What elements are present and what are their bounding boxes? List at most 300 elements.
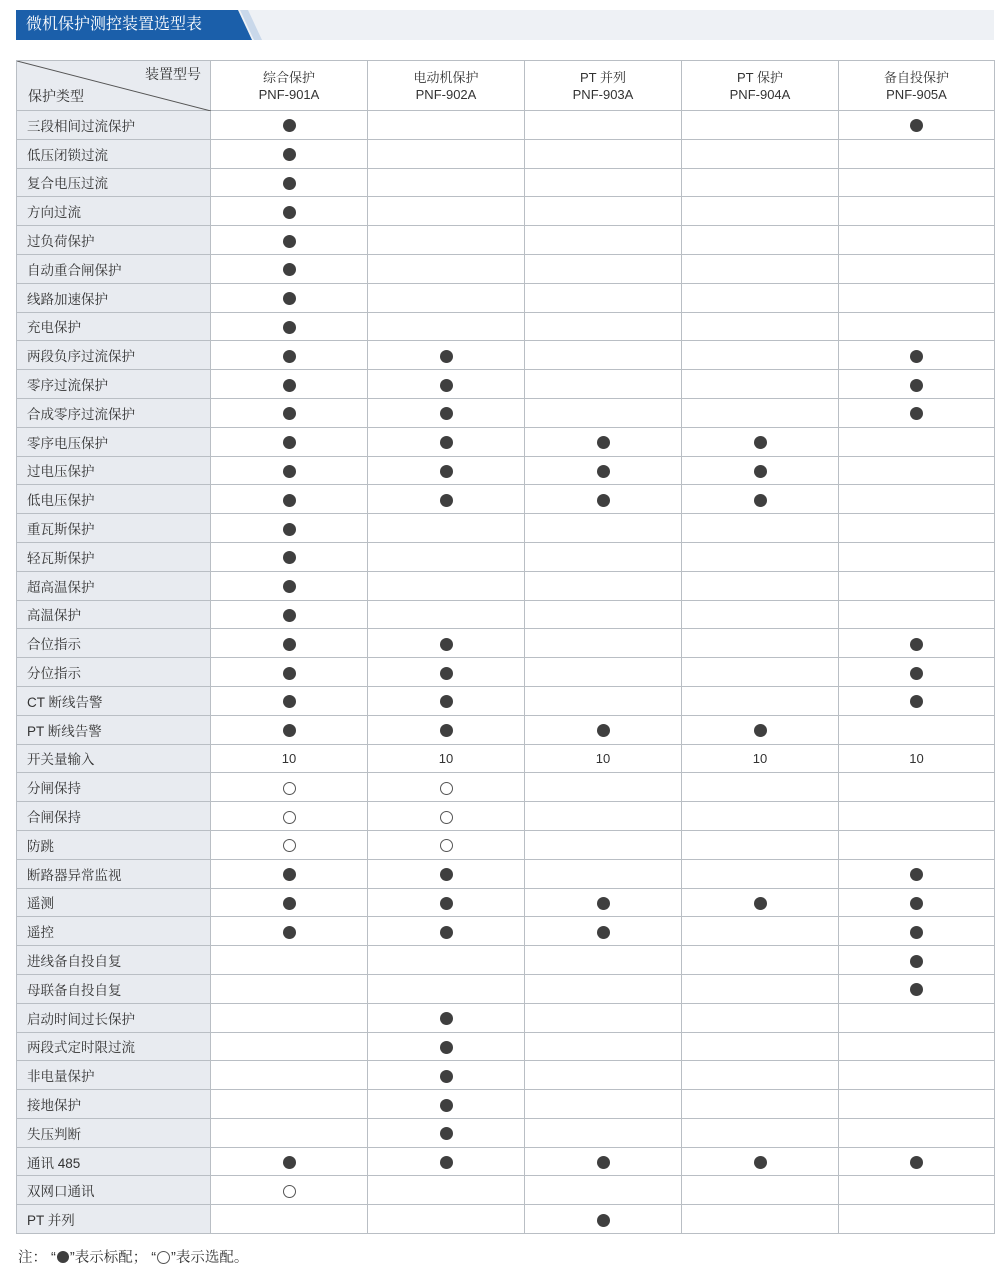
table-cell xyxy=(839,197,995,226)
standard-dot-icon xyxy=(283,292,296,305)
standard-dot-icon xyxy=(440,407,453,420)
standard-dot-icon xyxy=(283,436,296,449)
table-cell xyxy=(839,1032,995,1061)
table-row xyxy=(17,859,995,888)
table-cell xyxy=(211,1090,368,1119)
table-cell xyxy=(682,629,839,658)
table-cell xyxy=(211,1176,368,1205)
row-label: 零序过流保护 xyxy=(17,370,211,399)
table-row xyxy=(17,1003,995,1032)
standard-dot-icon xyxy=(754,724,767,737)
table-cell xyxy=(525,974,682,1003)
table-row xyxy=(17,1061,995,1090)
table-row xyxy=(17,312,995,341)
table-cell xyxy=(368,370,525,399)
table-row xyxy=(17,398,995,427)
row-label: 低电压保护 xyxy=(17,485,211,514)
table-cell xyxy=(368,802,525,831)
table-cell xyxy=(839,974,995,1003)
table-cell xyxy=(211,600,368,629)
standard-dot-icon xyxy=(597,1156,610,1169)
table-row xyxy=(17,139,995,168)
optional-circle-icon xyxy=(440,839,453,852)
row-label: 启动时间过长保护 xyxy=(17,1003,211,1032)
table-cell xyxy=(839,1205,995,1234)
standard-dot-icon xyxy=(440,379,453,392)
row-label: 过电压保护 xyxy=(17,456,211,485)
table-row xyxy=(17,802,995,831)
row-label: 断路器异常监视 xyxy=(17,859,211,888)
standard-dot-icon xyxy=(440,1156,453,1169)
standard-dot-icon xyxy=(440,1099,453,1112)
table-cell xyxy=(839,629,995,658)
row-label: 充电保护 xyxy=(17,312,211,341)
table-row xyxy=(17,168,995,197)
standard-dot-icon xyxy=(440,1041,453,1054)
table-cell xyxy=(368,456,525,485)
table-cell xyxy=(839,283,995,312)
standard-dot-icon xyxy=(283,638,296,651)
table-cell xyxy=(211,1032,368,1061)
table-cell xyxy=(525,197,682,226)
table-cell xyxy=(211,715,368,744)
table-cell xyxy=(525,917,682,946)
table-cell xyxy=(525,168,682,197)
table-cell xyxy=(211,830,368,859)
table-row xyxy=(17,111,995,140)
standard-dot-icon xyxy=(283,350,296,363)
table-cell xyxy=(682,1061,839,1090)
table-cell xyxy=(682,859,839,888)
optional-circle-icon xyxy=(283,782,296,795)
table-row xyxy=(17,600,995,629)
table-cell xyxy=(839,802,995,831)
table-cell xyxy=(211,168,368,197)
table-cell xyxy=(839,111,995,140)
column-name: 电动机保护 xyxy=(413,69,479,85)
table-cell xyxy=(211,398,368,427)
table-row xyxy=(17,917,995,946)
table-cell xyxy=(211,514,368,543)
table-cell xyxy=(839,542,995,571)
standard-dot-icon xyxy=(910,667,923,680)
table-cell xyxy=(682,1003,839,1032)
column-header xyxy=(211,61,368,111)
table-cell xyxy=(682,658,839,687)
table-cell xyxy=(839,485,995,514)
table-cell xyxy=(211,197,368,226)
row-label: 失压判断 xyxy=(17,1118,211,1147)
table-cell xyxy=(682,600,839,629)
row-label: 进线备自投自复 xyxy=(17,946,211,975)
standard-dot-icon xyxy=(283,494,296,507)
table-cell xyxy=(682,168,839,197)
standard-dot-icon xyxy=(283,551,296,564)
table-cell xyxy=(525,802,682,831)
note-optional-text: ”表示选配。 xyxy=(171,1250,249,1266)
row-label: 非电量保护 xyxy=(17,1061,211,1090)
standard-dot-icon xyxy=(440,868,453,881)
table-body xyxy=(17,111,995,1234)
table-cell xyxy=(368,312,525,341)
row-label: 重瓦斯保护 xyxy=(17,514,211,543)
table-cell xyxy=(682,514,839,543)
table-cell xyxy=(525,744,682,773)
table-cell xyxy=(682,917,839,946)
table-cell xyxy=(525,139,682,168)
optional-circle-icon xyxy=(440,782,453,795)
table-cell xyxy=(525,398,682,427)
table-row xyxy=(17,830,995,859)
table-cell xyxy=(682,1032,839,1061)
standard-dot-icon xyxy=(440,724,453,737)
row-label: 高温保护 xyxy=(17,600,211,629)
table-cell xyxy=(211,1061,368,1090)
table-cell xyxy=(839,658,995,687)
column-name: 综合保护 xyxy=(262,69,315,85)
standard-dot-icon xyxy=(283,1156,296,1169)
table-cell xyxy=(211,226,368,255)
table-cell xyxy=(525,312,682,341)
standard-dot-icon xyxy=(754,436,767,449)
standard-dot-icon xyxy=(440,465,453,478)
table-cell xyxy=(525,542,682,571)
row-label: 方向过流 xyxy=(17,197,211,226)
table-cell xyxy=(839,139,995,168)
table-cell xyxy=(368,917,525,946)
table-cell xyxy=(368,283,525,312)
table-cell xyxy=(368,197,525,226)
selection-table xyxy=(16,60,995,1234)
table-row xyxy=(17,773,995,802)
standard-dot-icon xyxy=(283,206,296,219)
table-cell xyxy=(839,715,995,744)
table-cell xyxy=(368,571,525,600)
column-model: PNF-903A xyxy=(572,86,634,102)
column-name: PT 保护 xyxy=(737,69,783,85)
table-cell xyxy=(368,1176,525,1205)
table-cell xyxy=(368,1118,525,1147)
standard-dot-icon xyxy=(440,638,453,651)
standard-dot-icon xyxy=(754,494,767,507)
standard-dot-icon xyxy=(283,148,296,161)
table-cell xyxy=(839,427,995,456)
standard-dot-icon xyxy=(283,523,296,536)
table-cell xyxy=(368,744,525,773)
table-cell xyxy=(682,830,839,859)
column-header xyxy=(525,61,682,111)
table-cell xyxy=(525,1003,682,1032)
note-prefix: 注： “ xyxy=(18,1250,56,1266)
table-row xyxy=(17,686,995,715)
standard-dot-icon xyxy=(440,695,453,708)
row-label: CT 断线告警 xyxy=(17,686,211,715)
table-cell xyxy=(368,1003,525,1032)
table-cell xyxy=(211,571,368,600)
table-row xyxy=(17,1090,995,1119)
table-cell xyxy=(525,1090,682,1119)
table-cell xyxy=(839,1061,995,1090)
row-label: 母联备自投自复 xyxy=(17,974,211,1003)
table-cell xyxy=(211,917,368,946)
column-model: PNF-905A xyxy=(886,86,947,102)
standard-dot-icon xyxy=(597,465,610,478)
table-row xyxy=(17,629,995,658)
table-cell xyxy=(839,1147,995,1176)
row-label: 分闸保持 xyxy=(17,773,211,802)
table-cell xyxy=(682,1176,839,1205)
table-cell xyxy=(525,370,682,399)
table-row xyxy=(17,974,995,1003)
standard-dot-icon xyxy=(283,465,296,478)
row-label: 合成零序过流保护 xyxy=(17,398,211,427)
row-label: 开关量输入 xyxy=(17,744,211,773)
table-cell xyxy=(211,974,368,1003)
table-cell xyxy=(525,283,682,312)
table-cell xyxy=(211,686,368,715)
table-row xyxy=(17,571,995,600)
row-label: 线路加速保护 xyxy=(17,283,211,312)
table-cell xyxy=(839,1003,995,1032)
table-cell xyxy=(211,1003,368,1032)
row-label: 防跳 xyxy=(17,830,211,859)
standard-dot-icon xyxy=(910,897,923,910)
table-row xyxy=(17,715,995,744)
table-cell xyxy=(682,888,839,917)
table-cell xyxy=(368,830,525,859)
table-cell xyxy=(682,456,839,485)
table-cell xyxy=(211,139,368,168)
table-cell xyxy=(368,226,525,255)
table-cell xyxy=(211,946,368,975)
table-cell xyxy=(525,1061,682,1090)
page-title: 微机保护测控装置选型表 xyxy=(26,16,203,33)
table-cell xyxy=(682,1147,839,1176)
table-cell xyxy=(368,111,525,140)
table-cell xyxy=(525,946,682,975)
table-cell xyxy=(525,1118,682,1147)
table-row xyxy=(17,744,995,773)
standard-dot-icon xyxy=(440,667,453,680)
standard-dot-icon xyxy=(283,609,296,622)
column-header xyxy=(368,61,525,111)
table-cell xyxy=(525,226,682,255)
column-header xyxy=(682,61,839,111)
table-cell xyxy=(525,341,682,370)
table-cell xyxy=(211,1118,368,1147)
table-cell xyxy=(839,341,995,370)
table-cell xyxy=(839,254,995,283)
row-label: 遥测 xyxy=(17,888,211,917)
standard-dot-icon xyxy=(910,955,923,968)
standard-dot-icon xyxy=(440,350,453,363)
standard-dot-icon xyxy=(597,1214,610,1227)
table-cell xyxy=(211,1147,368,1176)
standard-dot-icon xyxy=(910,379,923,392)
table-cell xyxy=(368,398,525,427)
row-label: 轻瓦斯保护 xyxy=(17,542,211,571)
standard-dot-icon xyxy=(283,321,296,334)
table-cell xyxy=(211,456,368,485)
standard-dot-icon xyxy=(910,638,923,651)
table-row xyxy=(17,456,995,485)
standard-dot-icon xyxy=(283,667,296,680)
row-label: 合闸保持 xyxy=(17,802,211,831)
column-model: PNF-904A xyxy=(729,86,791,102)
standard-dot-icon xyxy=(283,695,296,708)
row-label: 两段负序过流保护 xyxy=(17,341,211,370)
table-row xyxy=(17,283,995,312)
table-cell xyxy=(682,715,839,744)
table-cell xyxy=(525,571,682,600)
row-label: 分位指示 xyxy=(17,658,211,687)
standard-dot-icon xyxy=(283,868,296,881)
table-cell xyxy=(839,686,995,715)
cell-value: 10 xyxy=(909,750,924,766)
standard-dot-icon xyxy=(597,926,610,939)
row-label: 低压闭锁过流 xyxy=(17,139,211,168)
table-cell xyxy=(682,1118,839,1147)
table-cell xyxy=(839,370,995,399)
table-cell xyxy=(525,686,682,715)
row-label: 复合电压过流 xyxy=(17,168,211,197)
table-row xyxy=(17,226,995,255)
table-row xyxy=(17,1118,995,1147)
standard-dot-icon xyxy=(283,177,296,190)
row-label: 两段式定时限过流 xyxy=(17,1032,211,1061)
table-cell xyxy=(368,686,525,715)
standard-dot-icon xyxy=(283,379,296,392)
table-cell xyxy=(368,1061,525,1090)
table-row xyxy=(17,542,995,571)
table-cell xyxy=(839,514,995,543)
table-cell xyxy=(525,658,682,687)
table-row xyxy=(17,1205,995,1234)
standard-dot-icon xyxy=(283,263,296,276)
table-cell xyxy=(368,1147,525,1176)
table-cell xyxy=(368,514,525,543)
table-cell xyxy=(211,427,368,456)
standard-dot-icon xyxy=(283,926,296,939)
table-cell xyxy=(525,629,682,658)
row-label: PT 断线告警 xyxy=(17,715,211,744)
row-label: 三段相间过流保护 xyxy=(17,111,211,140)
standard-dot-icon xyxy=(440,494,453,507)
table-cell xyxy=(682,370,839,399)
table-cell xyxy=(368,485,525,514)
table-cell xyxy=(211,111,368,140)
table-cell xyxy=(368,168,525,197)
row-label: 过负荷保护 xyxy=(17,226,211,255)
table-cell xyxy=(682,197,839,226)
table-row xyxy=(17,341,995,370)
row-label: 遥控 xyxy=(17,917,211,946)
table-row xyxy=(17,946,995,975)
table-row xyxy=(17,254,995,283)
table-cell xyxy=(682,139,839,168)
table-cell xyxy=(839,571,995,600)
table-cell xyxy=(211,658,368,687)
table-cell xyxy=(839,773,995,802)
table-cell xyxy=(682,398,839,427)
table-cell xyxy=(368,254,525,283)
table-cell xyxy=(525,1032,682,1061)
table-cell xyxy=(368,658,525,687)
standard-dot-icon xyxy=(597,724,610,737)
table-cell xyxy=(682,283,839,312)
table-cell xyxy=(682,542,839,571)
table-cell xyxy=(368,341,525,370)
optional-circle-icon xyxy=(283,1185,296,1198)
table-cell xyxy=(839,946,995,975)
row-label: 双网口通讯 xyxy=(17,1176,211,1205)
table-cell xyxy=(682,1205,839,1234)
device-model-header: 装置型号 xyxy=(145,66,201,82)
table-cell xyxy=(682,686,839,715)
table-cell xyxy=(368,859,525,888)
standard-dot-icon xyxy=(440,1127,453,1140)
table-cell xyxy=(839,1176,995,1205)
table-cell xyxy=(525,514,682,543)
standard-dot-icon xyxy=(597,897,610,910)
table-cell xyxy=(368,974,525,1003)
table-cell xyxy=(839,398,995,427)
table-cell xyxy=(839,830,995,859)
table-cell xyxy=(525,254,682,283)
table-cell xyxy=(839,744,995,773)
row-label: 合位指示 xyxy=(17,629,211,658)
table-cell xyxy=(839,600,995,629)
table-cell xyxy=(211,744,368,773)
standard-dot-icon xyxy=(754,1156,767,1169)
standard-dot-icon xyxy=(440,926,453,939)
protection-type-header: 保护类型 xyxy=(28,88,84,104)
table-cell xyxy=(682,226,839,255)
standard-dot-icon xyxy=(754,465,767,478)
table-cell xyxy=(525,485,682,514)
table-cell xyxy=(368,139,525,168)
table-cell xyxy=(368,629,525,658)
table-cell xyxy=(682,341,839,370)
cell-value: 10 xyxy=(752,750,768,766)
standard-dot-icon xyxy=(910,407,923,420)
table-cell xyxy=(525,859,682,888)
table-row xyxy=(17,197,995,226)
standard-dot-icon xyxy=(440,1070,453,1083)
table-cell xyxy=(525,1176,682,1205)
standard-dot-icon xyxy=(283,407,296,420)
table-cell xyxy=(211,254,368,283)
table-cell xyxy=(211,370,368,399)
table-cell xyxy=(682,312,839,341)
standard-dot-icon xyxy=(597,494,610,507)
row-label: 自动重合闸保护 xyxy=(17,254,211,283)
table-cell xyxy=(839,888,995,917)
row-label: 通讯 485 xyxy=(17,1147,211,1176)
optional-circle-icon xyxy=(440,811,453,824)
column-name: 备自投保护 xyxy=(883,69,949,85)
table-cell xyxy=(211,542,368,571)
standard-dot-icon xyxy=(910,926,923,939)
optional-circle-icon xyxy=(157,1251,170,1264)
table-cell xyxy=(211,773,368,802)
standard-dot-icon xyxy=(597,436,610,449)
table-cell xyxy=(525,773,682,802)
table-cell xyxy=(211,629,368,658)
column-header xyxy=(839,61,995,111)
table-cell xyxy=(368,1090,525,1119)
table-cell xyxy=(211,888,368,917)
